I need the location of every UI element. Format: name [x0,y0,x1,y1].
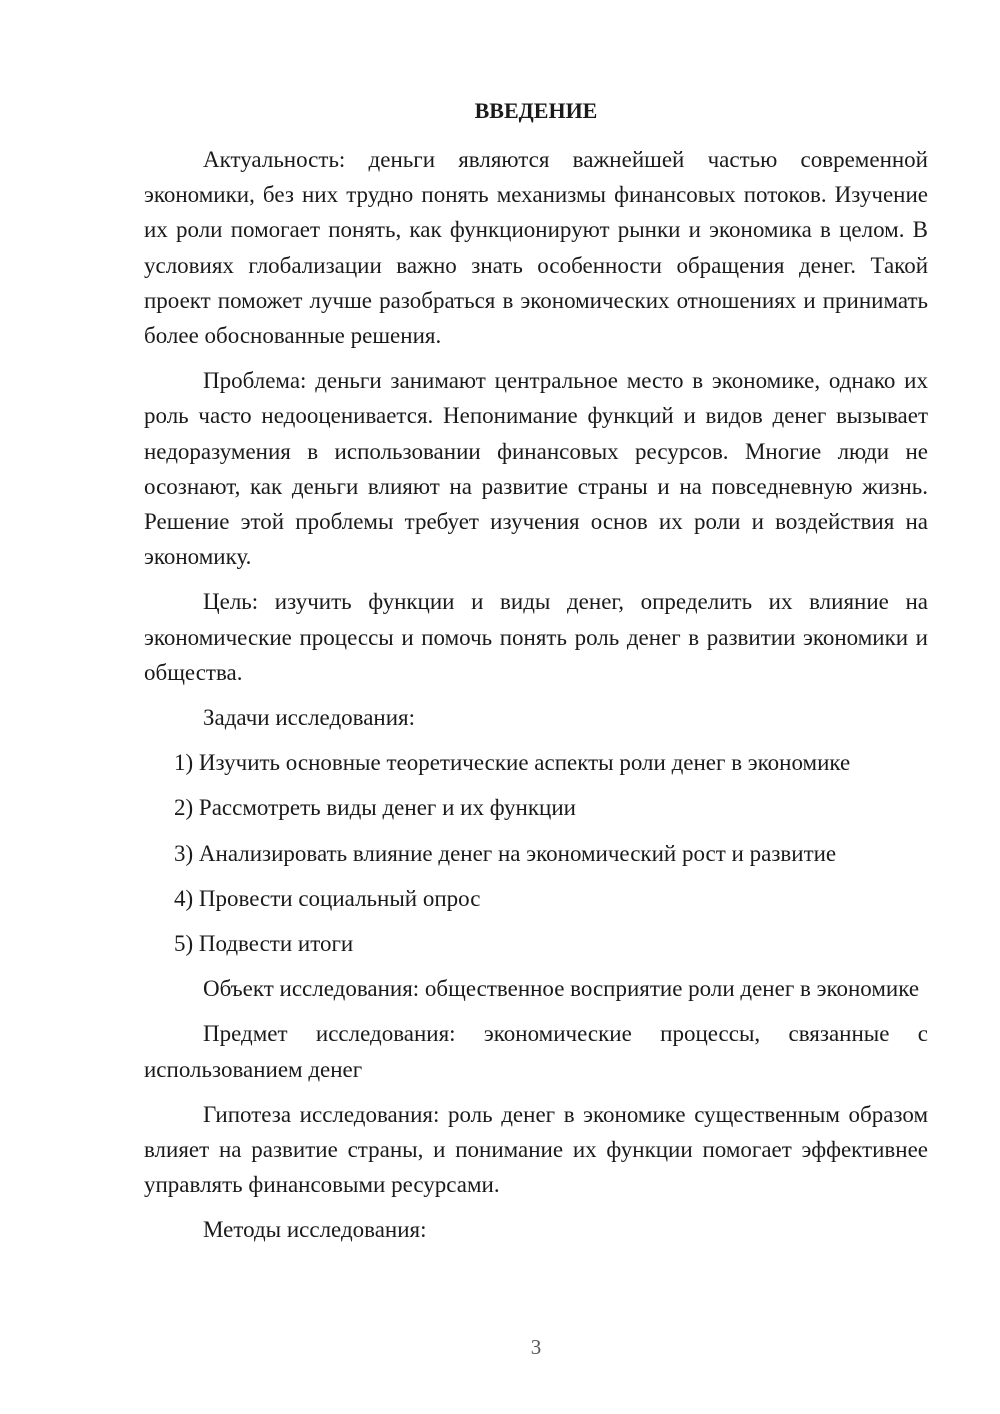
page-number: 3 [530,1335,542,1359]
methods-heading: Методы исследования: [203,1217,427,1243]
document-page [144,0,928,1414]
task-item: 4) Провести социальный опрос [174,885,481,911]
problem-paragraph: Проблема: деньги занимают центральное место в экономике, однако их роль часто недооценивается. Непонимание функций и видов денег вызывает недоразумения в использовании финансовых ресурсов. Многие люди не осознают, как деньги влияют на развитие страны и на повседневную жизнь. Решение этой проблемы требует изучения основ их роли и воздействия на экономику. [144,368,928,570]
task-item: 5) Подвести итоги [174,931,354,957]
document-body [144,142,928,1258]
subject-paragraph: Предмет исследования: экономические процессы, связанные с использованием денег [144,1021,928,1082]
relevance-paragraph: Актуальность: деньги являются важнейшей частью современной экономики, без них трудно понять механизмы финансовых потоков. Изучение их роли помогает понять, как функционируют рынки и экономика в целом. В условиях глобализации важно знать особенности обращения денег. Такой проект поможет лучше разобраться в экономических отношениях и принимать более обоснованные решения. [144,147,928,349]
hypothesis-paragraph: Гипотеза исследования: роль денег в экономике существенным образом влияет на развитие страны, и понимание их функции помогает эффективнее управлять финансовыми ресурсами. [144,1101,928,1198]
object-paragraph: Объект исследования: общественное восприятие роли денег в экономике [203,976,920,1002]
tasks-heading: Задачи исследования: [203,705,416,731]
task-item: 2) Рассмотреть виды денег и их функции [174,795,576,821]
goal-paragraph: Цель: изучить функции и виды денег, определить их влияние на экономические процессы и помочь понять роль денег в развитии экономики и общества. [144,589,928,685]
tasks-list [144,745,928,961]
task-item: 3) Анализировать влияние денег на экономический рост и развитие [174,840,837,866]
task-item: 1) Изучить основные теоретические аспекты роли денег в экономике [174,750,851,776]
page-title: ВВЕДЕНИЕ [474,98,598,123]
